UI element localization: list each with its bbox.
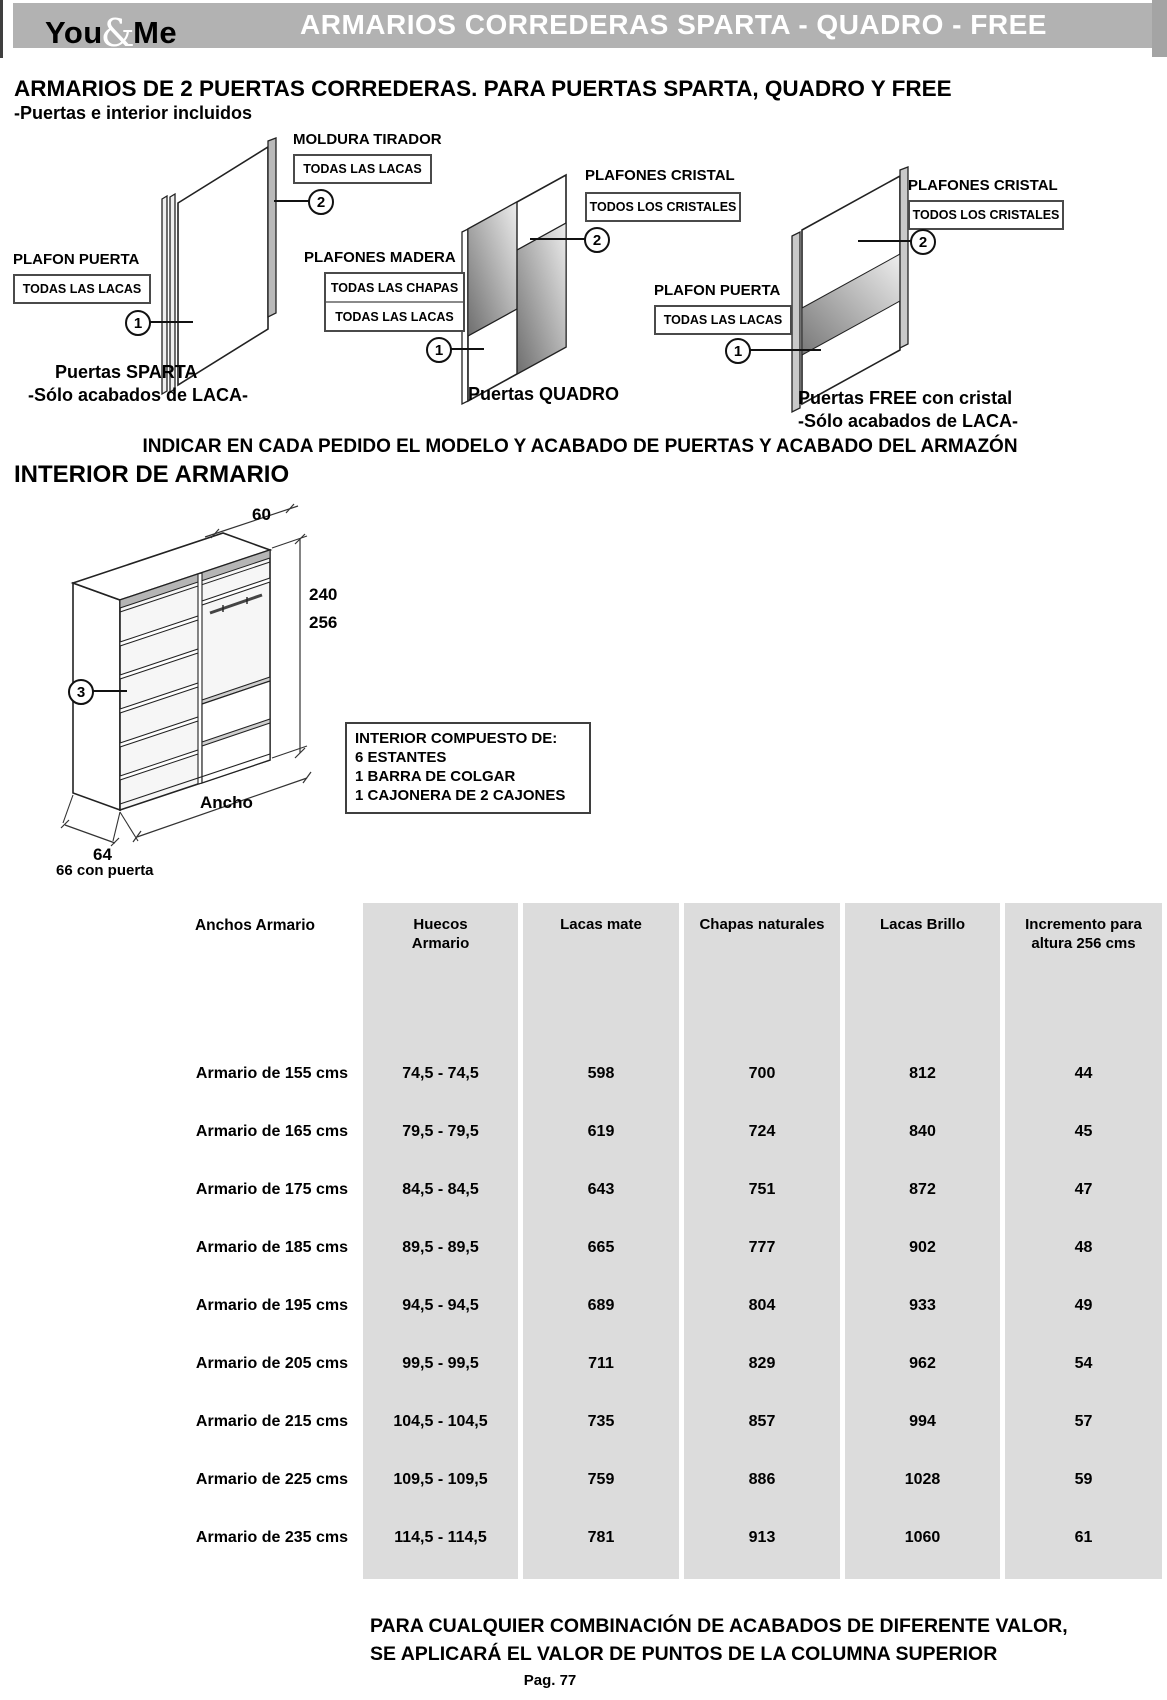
- row-value: 711: [588, 1355, 614, 1372]
- wardrobe-interior-drawing: [55, 505, 375, 870]
- row-value: 829: [748, 1355, 776, 1372]
- row-value: 47: [1074, 1181, 1093, 1198]
- sparta-callout2-leader: [274, 200, 310, 202]
- sparta-caption: Puertas SPARTA: [55, 362, 198, 382]
- row-value: 933: [909, 1297, 936, 1314]
- footer-note-line1: PARA CUALQUIER COMBINACIÓN DE ACABADOS DE DIFERENTE VALOR,: [370, 1615, 1068, 1637]
- row-label: Armario de 195 cms: [195, 1297, 348, 1314]
- free-cristal-box: TODOS LOS CRISTALES: [908, 200, 1064, 230]
- composition-item: 6 ESTANTES: [355, 749, 447, 766]
- free-callout1-leader: [749, 349, 821, 351]
- quadro-madera-box: [324, 272, 465, 332]
- row-value: 700: [748, 1065, 776, 1082]
- logo-ampersand: &: [100, 11, 136, 55]
- row-value: 724: [748, 1123, 776, 1140]
- composition-title: INTERIOR COMPUESTO DE:: [355, 730, 558, 747]
- quadro-madera-title: PLAFONES MADERA: [304, 249, 456, 266]
- row-value: 74,5 - 74,5: [402, 1065, 479, 1082]
- page-edge-mark: [0, 0, 3, 58]
- free-plafon-box: TODAS LAS LACAS: [654, 305, 792, 335]
- free-plafon-title: PLAFON PUERTA: [654, 282, 781, 299]
- quadro-madera-box-lacas: TODAS LAS LACAS: [326, 301, 463, 330]
- sparta-callout-2: 2: [308, 189, 334, 215]
- dim-depth-top: 60: [252, 505, 271, 524]
- row-value: 886: [748, 1471, 776, 1488]
- row-label: Armario de 205 cms: [195, 1355, 348, 1372]
- quadro-caption: Puertas QUADRO: [468, 384, 620, 404]
- row-value: 812: [909, 1065, 936, 1082]
- row-value: 643: [587, 1181, 615, 1198]
- sparta-moldura-title: MOLDURA TIRADOR: [293, 131, 442, 148]
- free-door-drawing: [788, 158, 918, 413]
- footer-note: [370, 1612, 1167, 1668]
- column-header: Lacas mate: [560, 916, 642, 933]
- free-cristal-title: PLAFONES CRISTAL: [908, 177, 1058, 194]
- row-value: 99,5 - 99,5: [402, 1355, 479, 1372]
- row-value: 49: [1074, 1297, 1093, 1314]
- logo-me: Me: [133, 15, 178, 50]
- quadro-callout2-leader: [530, 238, 586, 240]
- dim-width-label: Ancho: [200, 793, 253, 812]
- sparta-plafon-box: TODAS LAS LACAS: [13, 274, 151, 304]
- row-value: 689: [587, 1297, 615, 1314]
- quadro-callout-1: 1: [426, 337, 452, 363]
- table-row: [0, 1181, 1167, 1203]
- row-value: 735: [587, 1413, 615, 1430]
- row-value: 79,5 - 79,5: [402, 1123, 479, 1140]
- row-value: 840: [909, 1123, 936, 1140]
- page-title: ARMARIOS CORREDERAS SPARTA - QUADRO - FREE: [300, 9, 1047, 40]
- row-value: 781: [587, 1529, 615, 1546]
- table-row: [0, 1297, 1167, 1319]
- free-callout-1: 1: [725, 338, 751, 364]
- table-row: [0, 1413, 1167, 1435]
- row-value: 619: [587, 1123, 615, 1140]
- table-row: [0, 1065, 1167, 1087]
- sub-heading: -Puertas e interior incluidos: [14, 103, 253, 123]
- footer-note-line2: SE APLICARÁ EL VALOR DE PUNTOS DE LA COLUMNA SUPERIOR: [370, 1643, 998, 1665]
- free-caption: Puertas FREE con cristal: [798, 388, 1013, 408]
- sparta-plafon-title: PLAFON PUERTA: [13, 251, 140, 268]
- composition-item: 1 BARRA DE COLGAR: [355, 768, 516, 785]
- row-value: 804: [748, 1297, 776, 1314]
- quadro-door-drawing: [458, 158, 583, 408]
- row-value: 114,5 - 114,5: [394, 1529, 487, 1546]
- quadro-callout1-leader: [448, 348, 484, 350]
- free-caption2: -Sólo acabados de LACA-: [798, 411, 1019, 431]
- free-callout2-leader: [858, 240, 912, 242]
- row-value: 94,5 - 94,5: [402, 1297, 479, 1314]
- table-row: [0, 1239, 1167, 1261]
- column-header: Lacas Brillo: [879, 916, 966, 933]
- row-value: 902: [909, 1239, 936, 1256]
- row-value: 84,5 - 84,5: [402, 1181, 479, 1198]
- row-value: 109,5 - 109,5: [393, 1471, 488, 1488]
- row-value: 54: [1074, 1355, 1093, 1372]
- table-row: [0, 1123, 1167, 1145]
- row-label: Armario de 215 cms: [195, 1413, 348, 1430]
- table-row-header: Anchos Armario: [194, 917, 315, 934]
- quadro-callout-2: 2: [584, 227, 610, 253]
- row-value: 57: [1074, 1413, 1093, 1430]
- row-value: 89,5 - 89,5: [402, 1239, 479, 1256]
- row-label: Armario de 225 cms: [195, 1471, 348, 1488]
- header-edge-strip: [1152, 0, 1167, 57]
- row-value: 61: [1074, 1529, 1093, 1546]
- row-label: Armario de 185 cms: [195, 1239, 348, 1256]
- interior-heading: INTERIOR DE ARMARIO: [14, 461, 290, 488]
- order-note: INDICAR EN CADA PEDIDO EL MODELO Y ACABADO DE PUERTAS Y ACABADO DEL ARMAZÓN: [142, 436, 1018, 457]
- row-value: 48: [1074, 1239, 1093, 1256]
- brand-logo: [45, 8, 178, 55]
- composition-item: 1 CAJONERA DE 2 CAJONES: [355, 787, 566, 804]
- sparta-moldura-box: TODAS LAS LACAS: [293, 154, 432, 184]
- row-value: 1060: [904, 1529, 941, 1546]
- row-value: 59: [1074, 1471, 1093, 1488]
- column-header: Chapas naturales: [699, 916, 825, 933]
- row-label: Armario de 155 cms: [195, 1065, 348, 1082]
- row-value: 994: [909, 1413, 936, 1430]
- sparta-callout-1: 1: [125, 310, 151, 336]
- sparta-callout1-leader: [147, 321, 193, 323]
- column-header: Huecos Armario: [411, 916, 470, 952]
- row-value: 104,5 - 104,5: [393, 1413, 488, 1430]
- row-value: 45: [1074, 1123, 1093, 1140]
- interior-callout-3: 3: [68, 679, 94, 705]
- row-value: 759: [587, 1471, 615, 1488]
- row-label: Armario de 175 cms: [195, 1181, 348, 1198]
- row-value: 777: [748, 1239, 776, 1256]
- row-value: 1028: [904, 1471, 941, 1488]
- interior-composition-box: [345, 722, 591, 814]
- table-row: [0, 1471, 1167, 1493]
- quadro-cristal-title: PLAFONES CRISTAL: [585, 167, 735, 184]
- page-number: Pag. 77: [523, 1672, 577, 1689]
- dim-depth-with-door: 66 con puerta: [56, 862, 154, 879]
- table-row: [0, 1529, 1167, 1551]
- dim-height-256: 256: [309, 613, 338, 632]
- row-value: 44: [1074, 1065, 1093, 1082]
- row-value: 913: [748, 1529, 776, 1546]
- quadro-cristal-box: TODOS LOS CRISTALES: [585, 192, 741, 222]
- main-heading: ARMARIOS DE 2 PUERTAS CORREDERAS. PARA PUERTAS SPARTA, QUADRO Y FREE: [14, 76, 952, 101]
- quadro-madera-box-chapas: TODAS LAS CHAPAS: [330, 280, 459, 295]
- column-header: Incremento para altura 256 cms: [1025, 916, 1142, 952]
- row-value: 962: [909, 1355, 936, 1372]
- row-value: 872: [909, 1181, 936, 1198]
- row-label: Armario de 235 cms: [195, 1529, 348, 1546]
- row-value: 598: [587, 1065, 615, 1082]
- row-value: 857: [748, 1413, 776, 1430]
- dim-height-240: 240: [309, 585, 338, 604]
- row-value: 665: [587, 1239, 615, 1256]
- table-row: [0, 1355, 1167, 1377]
- row-value: 751: [748, 1181, 776, 1198]
- sparta-caption2: -Sólo acabados de LACA-: [28, 385, 249, 405]
- dim-depth-bottom: 64: [93, 845, 112, 864]
- free-callout-2: 2: [910, 229, 936, 255]
- logo-you: You: [45, 15, 103, 50]
- row-label: Armario de 165 cms: [195, 1123, 348, 1140]
